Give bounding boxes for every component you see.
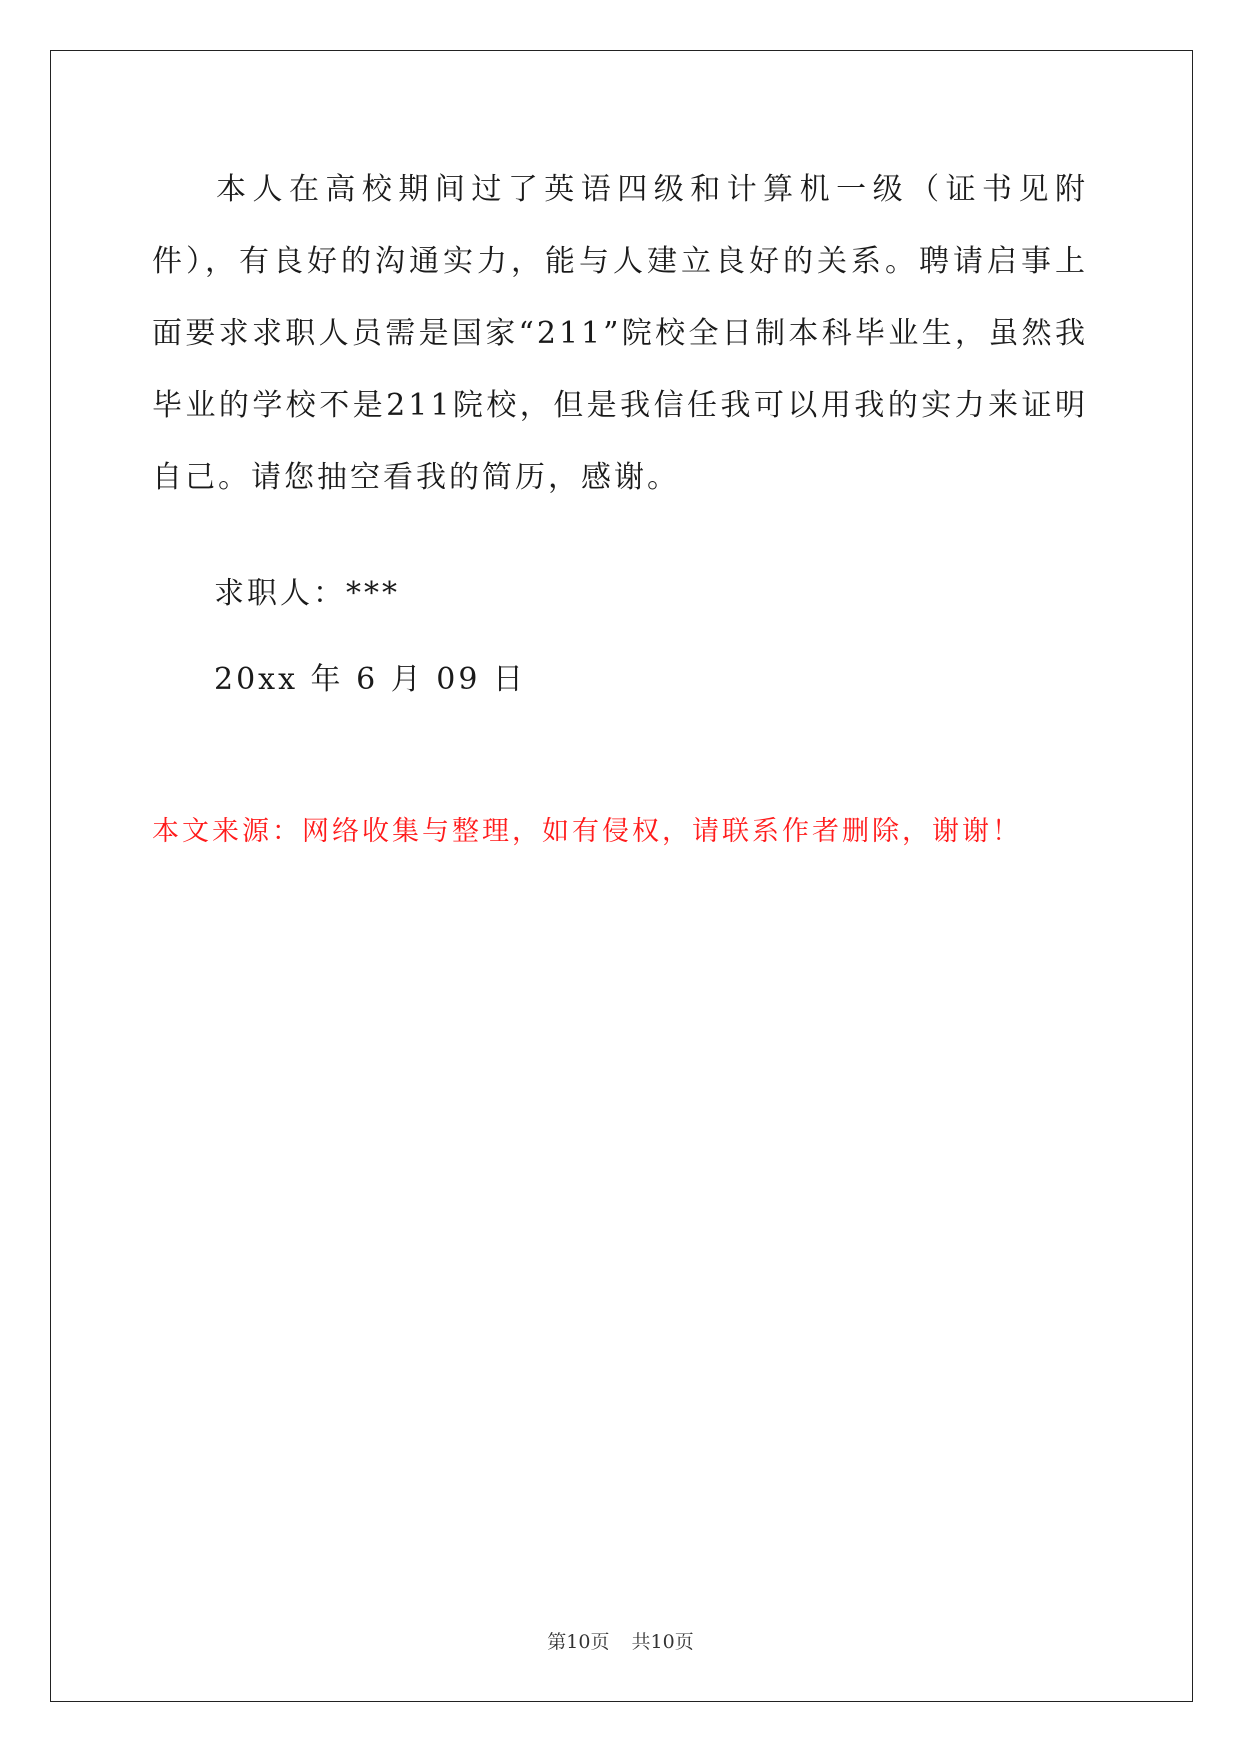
source-note: 本文来源：网络收集与整理，如有侵权，请联系作者删除，谢谢！: [152, 816, 1022, 847]
letter-body: [152, 154, 1088, 514]
page-number-total: 共10页: [631, 1631, 694, 1653]
page-number-current: 第10页: [547, 1631, 610, 1653]
date-line: 20xx 年 6 月 09 日: [214, 662, 526, 697]
body-paragraph: 本人在高校期间过了英语四级和计算机一级（证书见附件），有良好的沟通实力，能与人建立良好的关系。聘请启事上面要求求职人员需是国家“211”院校全日制本科毕业生，虽然我毕业的学校不是211院校，但是我信任我可以用我的实力来证明自己。请您抽空看我的简历，感谢。: [152, 172, 1088, 495]
signature-line: 求职人：***: [214, 576, 400, 611]
page-footer: [0, 1630, 1241, 1654]
